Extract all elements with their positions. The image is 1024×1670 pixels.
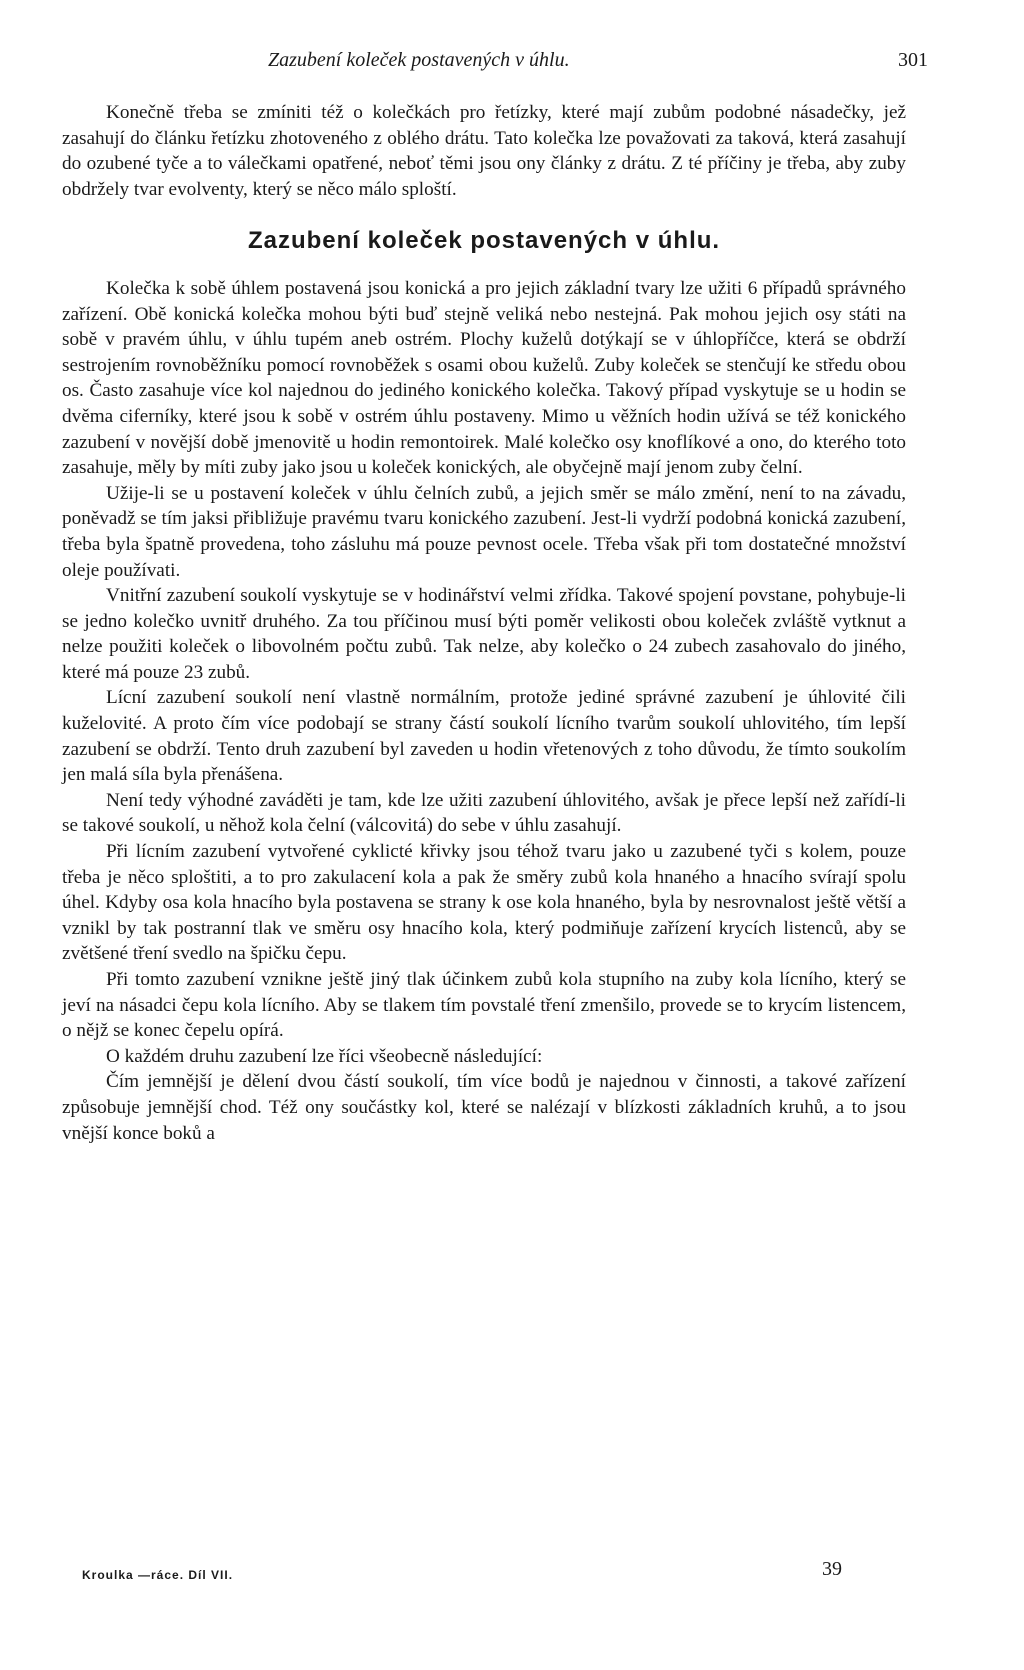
page-number: 301 — [898, 49, 928, 71]
section-heading: Zazubení koleček postavených v úhlu. — [247, 227, 721, 255]
paragraph: Není tedy výhodné zaváděti je tam, kde lze užiti zazubení úhlovitého, avšak je přece lepší než zařídí-li se takové soukolí, u něhož kola čelní (válcovitá) do sebe v úhlu zasahují. — [62, 789, 906, 837]
paragraph: Užije-li se u postavení koleček v úhlu čelních zubů, a jejich směr se málo změní, není to na závadu, poněvadž se tím jaksi přibližuje pravému tvaru konického zazubení. Jest-li vydrží podobná konická zazubení, třeba byla špatně provedena, toho zásluhu má pouze pevnost ocele. Třeba však při tom dostatečné množství oleje používati. — [62, 482, 906, 581]
page-header — [268, 48, 928, 78]
sheet-number: 39 — [822, 1558, 842, 1580]
page-body — [62, 100, 906, 1146]
paragraph: Kolečka k sobě úhlem postavená jsou konická a pro jejich základní tvary lze užiti 6 případů správného zařízení. Obě konická kolečka mohou býti buď stejně veliká nebo nestejná. Pak mohou jejich osy státi na sobě v pravém úhlu, v úhlu tupém aneb ostrém. Plochy kuželů dotýkají se v úhlopříčce, která se obdrží sestrojením rovnoběžníku pomocí rovnoběžek s osami obou kuželů. Zuby koleček se stenčují ke středu obou os. Často zasahuje více kol najednou do jediného konického kolečka. Takový případ vyskytuje se u hodin se dvěma ciferníky, které jsou k sobě v ostrém úhlu postaveny. Mimo u věžních hodin užívá se též konického zazubení v novější době jmenovitě u hodin remontoirek. Malé kolečko osy knoflíkové a ono, do kterého toto zasahuje, měly by míti zuby jako jsou u koleček konických, ale obyčejně mají jenom zuby čelní. — [62, 277, 906, 479]
paragraph: Lícní zazubení soukolí není vlastně normálním, protože jediné správné zazubení je úhlovité čili kuželovité. A proto čím více podobají se strany částí soukolí lícního tvarům soukolí uhlovitého, tím lepší zazubení se obdrží. Tento druh zazubení byl zaveden u hodin vřetenových z toho důvodu, že tímto soukolím jen malá síla byla přenášena. — [62, 687, 906, 786]
running-title: Zazubení koleček postavených v úhlu. — [268, 49, 570, 71]
paragraph: Vnitřní zazubení soukolí vyskytuje se v hodinářství velmi zřídka. Takové spojení povstane, pohybuje-li se jedno kolečko uvnitř druhého. Za tou příčinou musí býti poměr velikosti obou koleček zvláště vytknut a nelze použiti koleček o libovolném počtu zubů. Tak nelze, aby kolečko o 24 zubech zasahovalo do jiného, které má pouze 23 zubů. — [62, 585, 906, 683]
paragraph: Při tomto zazubení vznikne ještě jiný tlak účinkem zubů kola stupního na zuby kola lícního, který se jeví na násadci čepu kola lícního. Aby se tlakem tím povstalé tření zmenšilo, provede se to krycím listencem, o nějž se konec čepelu opírá. — [62, 969, 906, 1042]
page-footer — [82, 1557, 842, 1587]
paragraph: Konečně třeba se zmíniti též o kolečkách pro řetízky, které mají zubům podobné násadečky, jež zasahují do článku řetízku zhotoveného z oblého drátu. Tato kolečka lze považovati za taková, která zasahují do ozubené tyče a to válečkami opatřené, neboť těmi jsou ony články z drátu. Z té příčiny je třeba, aby zuby obdržely tvar evolventy, který se něco málo sploští. — [62, 102, 906, 200]
paragraph: Čím jemnější je dělení dvou částí soukolí, tím více bodů je najednou v činnosti, a takové zařízení způsobuje jemnější chod. Též ony součástky kol, které se nalézají v blízkosti základních kruhů, a to jsou vnější konce boků a — [62, 1071, 906, 1144]
paragraph: O každém druhu zazubení lze říci všeobecně následující: — [106, 1045, 543, 1067]
paragraph: Při lícním zazubení vytvořené cyklicté křivky jsou téhož tvaru jako u zazubené tyči s kolem, pouze třeba je něco sploštiti, a to pro zakulacení kola a pak že směry zubů kola hnaného a hnacího svírají spolu úhel. Kdyby osa kola hnacího byla postavena se strany k ose kola hnaného, byla by nesrovnalost ještě větší a vznikl by tak postranní tlak ve směru osy hnacího kola, který podmiňuje zařízení krycích listenců, aby se zvětšené tření svedlo na špičku čepu. — [62, 841, 906, 965]
printer-signature: Kroulka —ráce. Díl VII. — [82, 1568, 234, 1582]
